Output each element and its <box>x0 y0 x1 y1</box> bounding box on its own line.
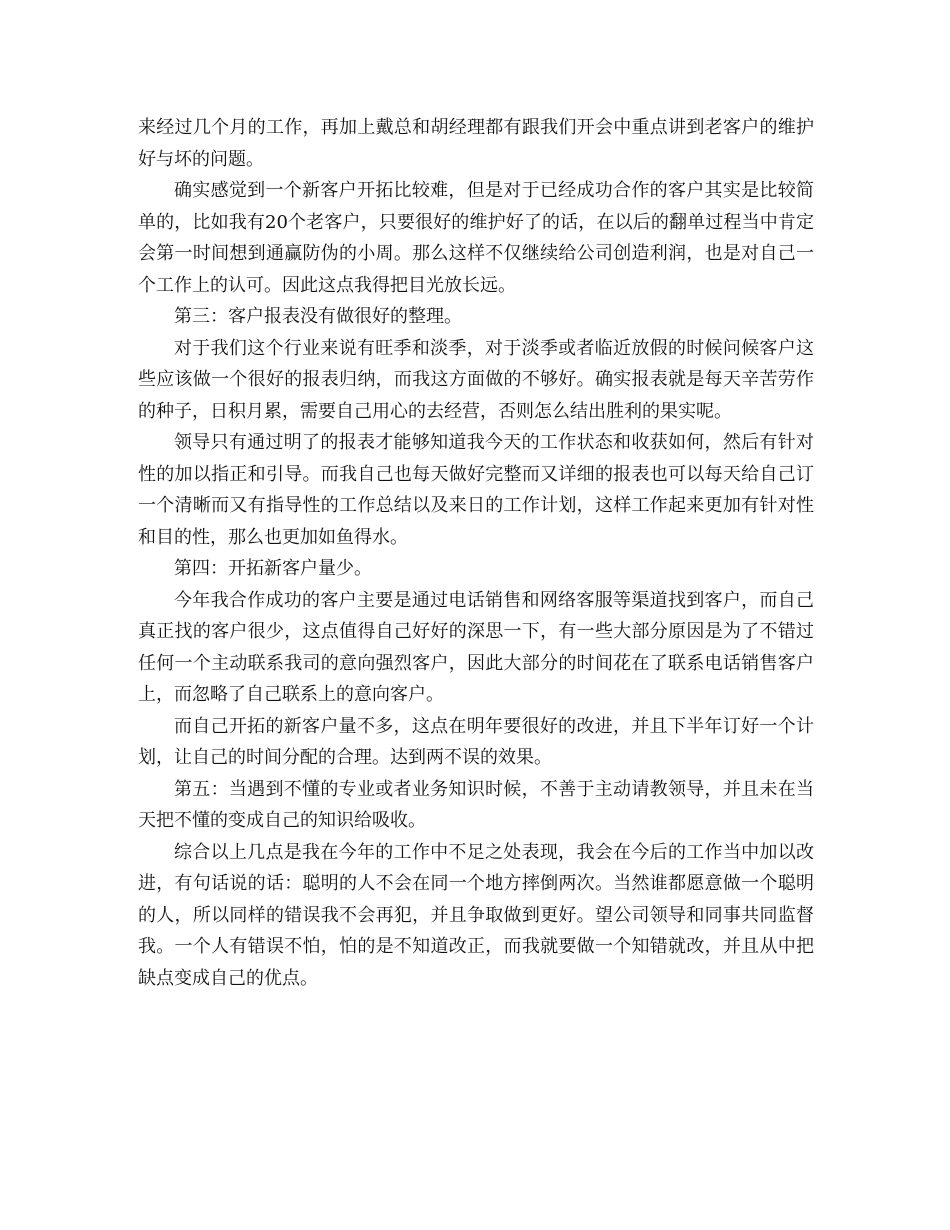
document-body <box>138 112 814 994</box>
paragraph-7: 综合以上几点是我在今年的工作中不足之处表现，我会在今后的工作当中加以改进，有句话说的话：聪明的人不会在同一个地方摔倒两次。当然谁都愿意做一个聪明的人，所以同样的错误我不会再犯，并且争取做到更好。望公司领导和同事共同监督我。一个人有错误不怕，怕的是不知道改正，而我就要做一个知错就改，并且从中把缺点变成自己的优点。 <box>138 841 814 989</box>
section-heading-3: 第三：客户报表没有做很好的整理。 <box>174 306 462 327</box>
paragraph-3: 对于我们这个行业来说有旺季和淡季，对于淡季或者临近放假的时候问候客户这些应该做一个很好的报表归纳，而我这方面做的不够好。确实报表就是每天辛苦劳作的种子，日积月累，需要自己用心的去经营，否则怎么结出胜利的果实呢。 <box>138 337 814 422</box>
paragraph-6: 而自己开拓的新客户量不多，这点在明年要很好的改进，并且下半年订好一个计划，让自己的时间分配的合理。达到两不误的效果。 <box>138 715 814 768</box>
paragraph-1: 来经过几个月的工作，再加上戴总和胡经理都有跟我们开会中重点讲到老客户的维护好与坏的问题。 <box>138 117 814 170</box>
section-heading-4: 第四：开拓新客户量少。 <box>174 558 372 579</box>
paragraph-5: 今年我合作成功的客户主要是通过电话销售和网络客服等渠道找到客户，而自己真正找的客户很少，这点值得自己好好的深思一下，有一些大部分原因是为了不错过任何一个主动联系我司的意向强烈客户，因此大部分的时间花在了联系电话销售客户上，而忽略了自己联系上的意向客户。 <box>138 589 814 705</box>
paragraph-4: 领导只有通过明了的报表才能够知道我今天的工作状态和收获如何，然后有针对性的加以指正和引导。而我自己也每天做好完整而又详细的报表也可以每天给自己订一个清晰而又有指导性的工作总结以及来日的工作计划，这样工作起来更加有针对性和目的性，那么也更加如鱼得水。 <box>138 432 814 548</box>
section-heading-5: 第五：当遇到不懂的专业或者业务知识时候，不善于主动请教领导，并且未在当天把不懂的变成自己的知识给吸收。 <box>138 778 814 831</box>
paragraph-2: 确实感觉到一个新客户开拓比较难，但是对于已经成功合作的客户其实是比较简单的，比如我有20个老客户，只要很好的维护好了的话，在以后的翻单过程当中肯定会第一时间想到通赢防伪的小周。那么这样不仅继续给公司创造利润，也是对自己一个工作上的认可。因此这点我得把目光放长远。 <box>138 180 814 296</box>
